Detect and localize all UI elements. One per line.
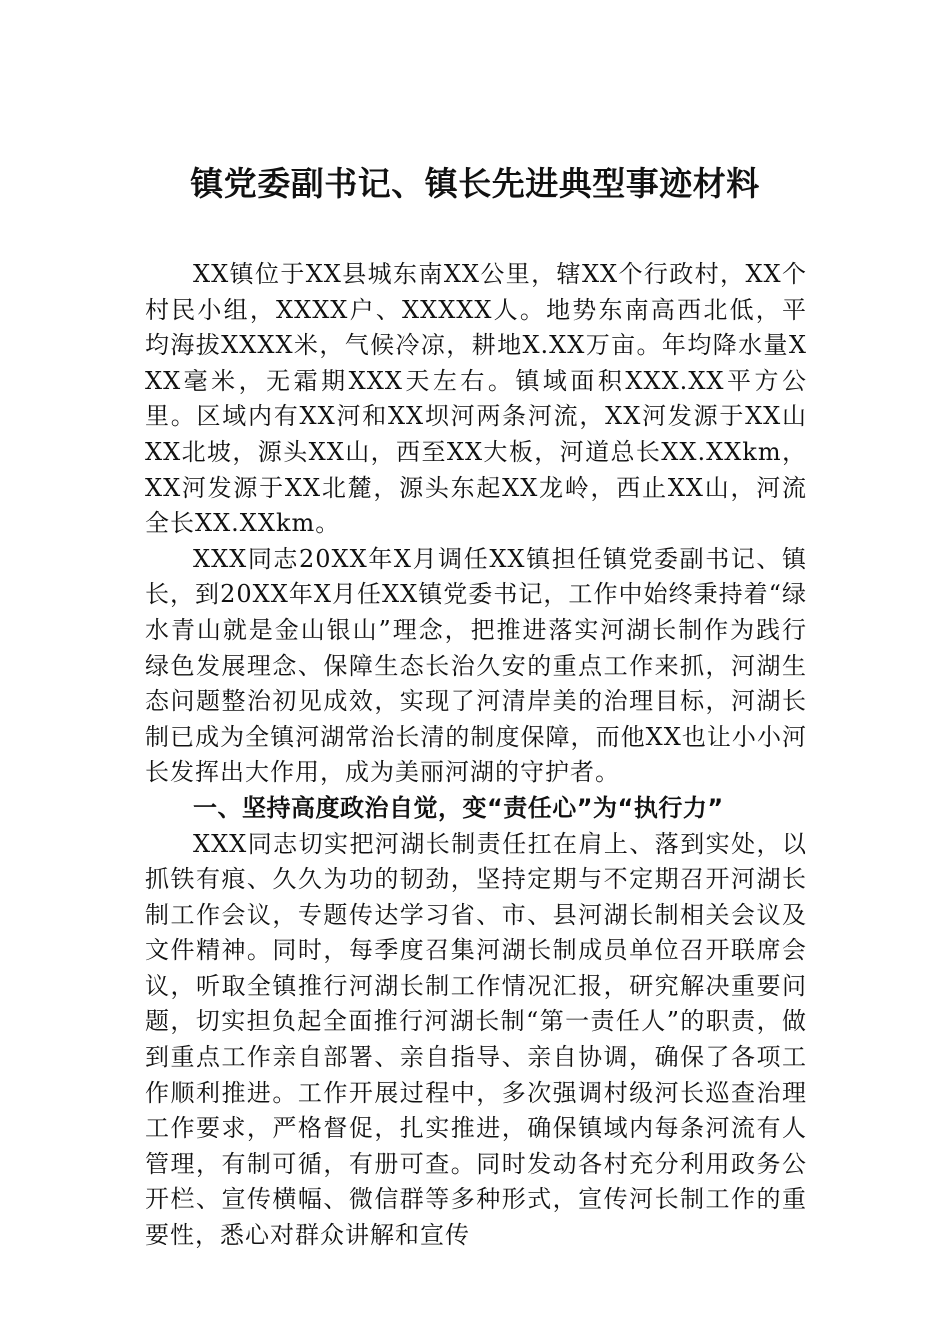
- section-heading: 一、坚持高度政治自觉，变“责任心”为“执行力”: [193, 793, 724, 822]
- document-title: 镇党委副书记、镇长先进典型事迹材料: [190, 164, 760, 203]
- paragraph-overview: XX镇位于XX县城东南XX公里，辖XX个行政村，XX个村民小组，XXXX户、XXXXX人。地势东南高西北低，平均海拔XXXX米，气候冷凉，耕地X.XX万亩。年均降水量XXX毫米，无霜期XXX天左右。镇域面积XXX.XX平方公里。区域内有XX河和XX坝河两条河流，XX河发源于XX山XX北坡，源头XX山，西至XX大板，河道总长XX.XXkm，XX河发源于XX北麓，源头东起XX龙岭，西止XX山，河流全长XX.XXkm。: [145, 260, 807, 538]
- section-paragraph: XXX同志切实把河湖长制责任扛在肩上、落到实处，以抓铁有痕、久久为功的韧劲，坚持定期与不定期召开河湖长制工作会议，专题传达学习省、市、县河湖长制相关会议及文件精神。同时，每季度召集河湖长制成员单位召开联席会议，听取全镇推行河湖长制工作情况汇报，研究解决重要问题，切实担负起全面推行河湖长制“第一责任人”的职责，做到重点工作亲自部署、亲自指导、亲自协调，确保了各项工作顺利推进。工作开展过程中，多次强调村级河长巡查治理工作要求，严格督促，扎实推进，确保镇域内每条河流有人管理，有制可循，有册可查。同时发动各村充分利用政务公开栏、宣传横幅、微信群等多种形式，宣传河长制工作的重要性，悉心对群众讲解和宣传: [145, 829, 807, 1250]
- document-body: [145, 257, 807, 1254]
- paragraph-introduction: XXX同志20XX年X月调任XX镇担任镇党委副书记、镇长，到20XX年X月任XX镇党委书记，工作中始终秉持着“绿水青山就是金山银山”理念，把推进落实河湖长制作为践行绿色发展理念、保障生态长治久安的重点工作来抓，河湖生态问题整治初见成效，实现了河清岸美的治理目标，河湖长制已成为全镇河湖常治长清的制度保障，而他XX也让小小河长发挥出大作用，成为美丽河湖的守护者。: [145, 544, 807, 787]
